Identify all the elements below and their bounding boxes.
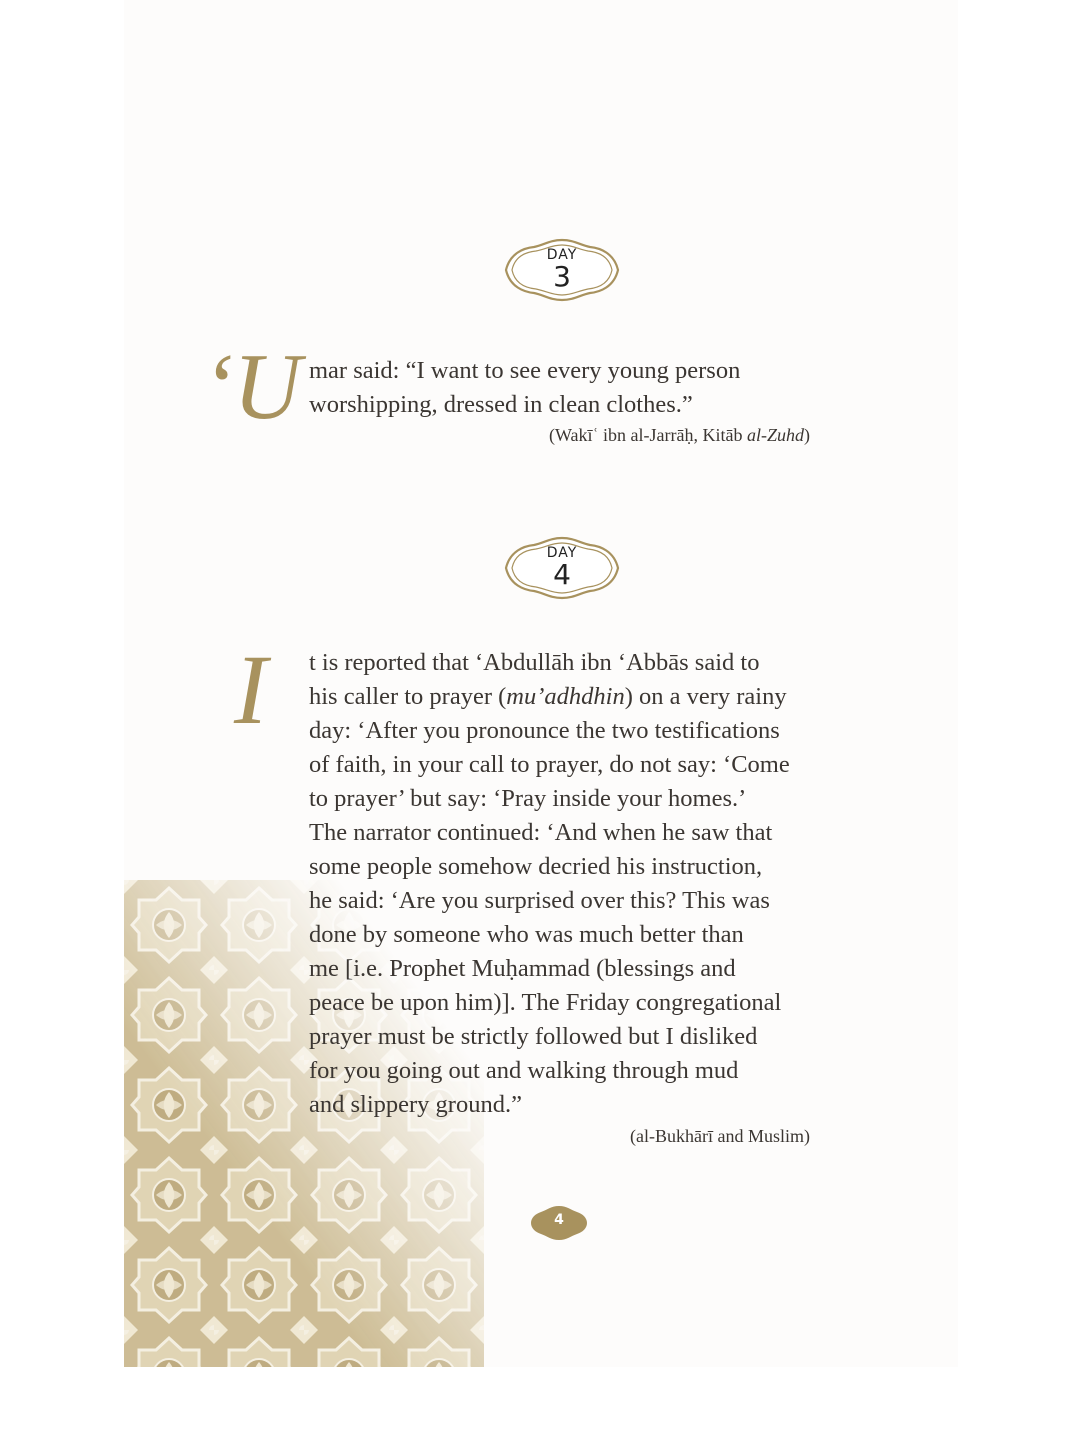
text-line: done by someone who was much better than bbox=[309, 921, 744, 948]
italic-term: mu’adhdhin bbox=[506, 683, 625, 710]
source-title: al-Zuhd bbox=[746, 425, 804, 445]
text-line: some people somehow decried his instruction, bbox=[309, 853, 763, 880]
text-line: prayer must be strictly followed but I disliked bbox=[309, 1023, 758, 1050]
text-line: peace be upon him)]. The Friday congregational bbox=[309, 989, 782, 1016]
text-line: day: ‘After you pronounce the two testifications bbox=[309, 717, 780, 744]
day-number: 4 bbox=[553, 558, 571, 591]
text-line: he said: ‘Are you surprised over this? This was bbox=[309, 887, 770, 914]
drop-cap: I bbox=[234, 634, 268, 745]
book-page bbox=[124, 0, 958, 1367]
page-number-text: 4 bbox=[554, 1212, 564, 1228]
text-segment: ) on a very rainy bbox=[624, 683, 787, 710]
source-citation: (al-Bukhārī and Muslim) bbox=[630, 1126, 810, 1146]
source-text: (Wakīʿ ibn al-Jarrāḥ, Kitāb bbox=[549, 425, 747, 445]
text-line: The narrator continued: ‘And when he saw that bbox=[309, 819, 773, 846]
page-number bbox=[529, 1204, 589, 1242]
source-citation bbox=[549, 425, 810, 446]
text-line: mar said: “I want to see every young person bbox=[309, 357, 741, 384]
day-badge bbox=[502, 235, 622, 305]
text-line: worshipping, dressed in clean clothes.” bbox=[309, 391, 693, 418]
text-segment: his caller to prayer ( bbox=[309, 683, 507, 710]
day-label: DAY bbox=[546, 247, 578, 263]
text-line: me [i.e. Prophet Muḥammad (blessings and bbox=[309, 955, 736, 982]
source-text-end: ) bbox=[804, 425, 810, 445]
text-line: for you going out and walking through mud bbox=[309, 1057, 739, 1084]
entry-text bbox=[309, 646, 790, 1122]
text-line: of faith, in your call to prayer, do not say: ‘Come bbox=[309, 751, 790, 778]
day-label: DAY bbox=[546, 545, 578, 561]
text-line: to prayer’ but say: ‘Pray inside your homes.’ bbox=[309, 785, 747, 812]
text-line: and slippery ground.” bbox=[309, 1091, 522, 1118]
day-badge bbox=[502, 533, 622, 603]
text-line bbox=[309, 680, 790, 714]
entry-text bbox=[309, 354, 740, 422]
text-line: t is reported that ‘Abdullāh ibn ‘Abbās said to bbox=[309, 649, 760, 676]
day-number: 3 bbox=[553, 260, 571, 293]
drop-cap: ‘U bbox=[202, 335, 302, 439]
